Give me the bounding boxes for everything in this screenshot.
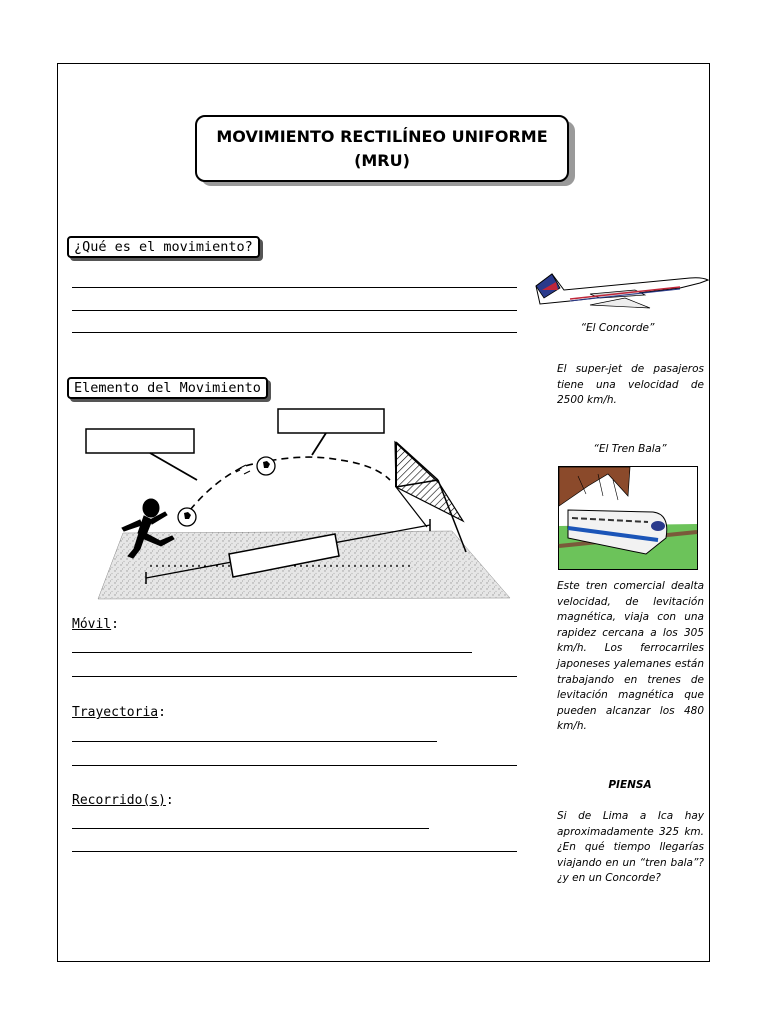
answer-line[interactable] <box>72 652 472 653</box>
movil-label: Móvil: <box>72 617 119 632</box>
title-line-1: MOVIMIENTO RECTILÍNEO UNIFORME <box>216 126 548 146</box>
concorde-airplane-icon <box>530 268 710 318</box>
concorde-text: El super-jet de pasajeros tiene una velocidad de 2500 km/h. <box>557 363 704 407</box>
trayectoria-label: Trayectoria: <box>72 705 166 720</box>
bullet-train-icon <box>558 466 698 570</box>
piensa-text: Si de Lima a Ica hay aproximadamente 325 km. ¿En qué tiempo llegarías viajando en un “tren bala”? ¿y en un Concorde? <box>557 810 704 885</box>
piensa-title: PIENSA <box>608 779 652 791</box>
section-elemento-del-movimiento: Elemento del Movimiento <box>67 377 268 399</box>
answer-line[interactable] <box>72 765 517 766</box>
answer-line[interactable] <box>72 741 437 742</box>
title-line-2: (MRU) <box>354 150 410 170</box>
section-que-es-el-movimiento: ¿Qué es el movimiento? <box>67 236 260 258</box>
answer-line[interactable] <box>72 287 517 288</box>
tren-caption: “El Tren Bala” <box>593 443 667 455</box>
tren-text: Este tren comercial dealta velocidad, de levitación magnética, viaja con una rapidez cercana a los 305 km/h. Los ferrocarriles japoneses yalemanes están trabajando en trenes de levitación magnética que pueden alcanzar los 480 km/h. <box>557 580 704 733</box>
answer-line[interactable] <box>72 310 517 311</box>
answer-line[interactable] <box>72 676 517 677</box>
concorde-caption: “El Concorde” <box>580 322 655 334</box>
answer-line[interactable] <box>72 851 517 852</box>
title-box <box>195 115 569 182</box>
answer-line[interactable] <box>72 332 517 333</box>
recorrido-label: Recorrido(s): <box>72 793 174 808</box>
answer-line[interactable] <box>72 828 429 829</box>
